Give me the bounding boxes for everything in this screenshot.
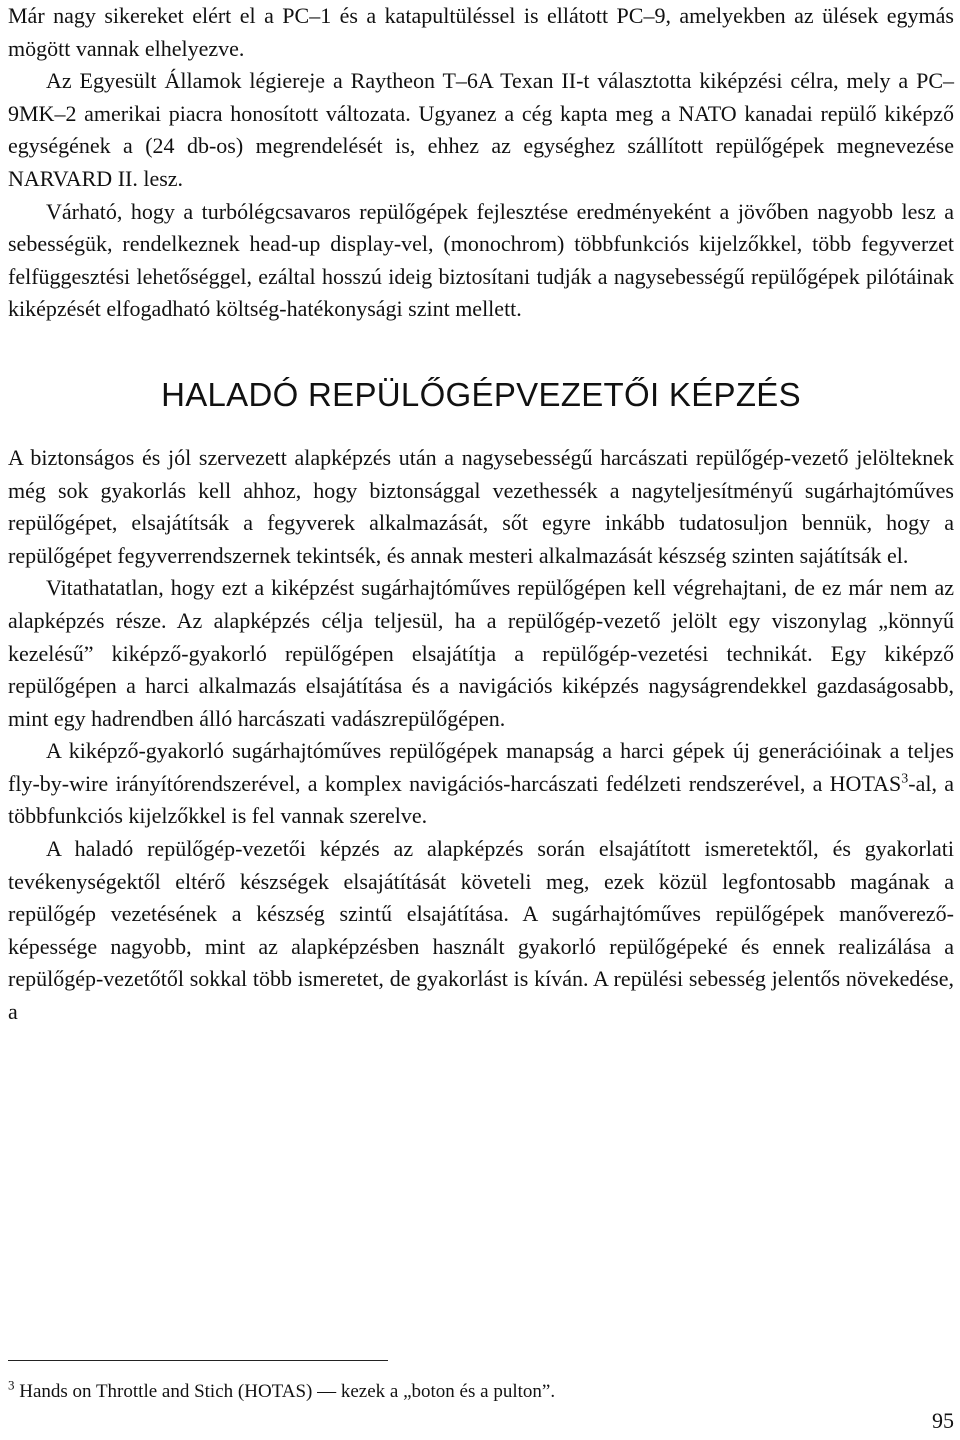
footnote-divider <box>8 1360 388 1361</box>
paragraph-advanced-intro: A biztonságos és jól szervezett alapképzés után a nagysebességű harcászati repülőgép-vezető jelölteknek még sok gyakorlás kell ahhoz, hogy biztonsággal vezethessék a nagyteljesítményű sugárhajtóműves repülőgépet, elsajátítsák a fegyverek alkalmazását, sőt egyre inkább tudatosuljon bennük, hogy a repülőgépet fegyverrendszernek tekintsék, és annak mesteri alkalmazását készség szinten sajátítsák el. <box>8 444 954 568</box>
hotas-text-before: A kiképző-gyakorló sugárhajtóműves repülőgépek manapság a harci gépek új generációinak a teljes fly-by-wire irányítórendszerével, a komplex navigációs-harcászati fedélzeti rendszerével, a HOTAS <box>8 738 954 796</box>
footnote-reference: 3 <box>901 771 909 787</box>
paragraph-hotas <box>8 735 954 833</box>
paragraph-advanced-skills: A haladó repülőgép-vezetői képzés az alapképzés során elsajátított ismeretektől, és gyakorlati tevékenységektől eltérő készségek elsajátítását követeli meg, ezek közül legfontosabb magának a repülőgép vezetésének a készség szintű elsajátítása. A sugárhajtóműves repülőgépek manőverező-képessége nagyobb, mint az alapképzésben használt gyakorló repülőgépeké és ennek realizálása a repülőgép-vezetőtől sokkal több ismeretet, de gyakorlást is kíván. A repülési sebesség jelentős növekedése, a <box>8 836 954 1025</box>
section-heading: HALADÓ REPÜLŐGÉPVEZETŐI KÉPZÉS <box>161 375 801 413</box>
document-page <box>8 0 954 1440</box>
paragraph-pc9: Már nagy sikereket elért el a PC–1 és a katapultüléssel is ellátott PC–9, amelyekben az ülések egymás mögött vannak elhelyezve. <box>8 3 954 61</box>
hotas-text-after: -al, a többfunkciós kijelzőkkel is fel vannak szerelve. <box>8 770 954 829</box>
footnote <box>8 1377 556 1404</box>
paragraph-texan: Az Egyesült Államok légiereje a Raytheon T–6A Texan II-t választotta kiképzési célra, mely a PC–9MK–2 amerikai piacra honosított változata. Ugyanez a cég kapta meg a NATO kanadai repülő kiképző egységének a (24 db-os) megrendelését is, ehhez az egységhez szállított repülőgépek megnevezése NARVARD II. lesz. <box>8 68 954 191</box>
footnote-mark: 3 <box>8 1377 15 1393</box>
paragraph-jet-training: Vitathatatlan, hogy ezt a kiképzést sugárhajtóműves repülőgépen kell végrehajtani, de ez már nem az alapképzés része. Az alapképzés célja teljesül, ha a repülőgép-vezető jelölt egy viszonylag „könnyű kezelésű” kiképző-gyakorló repülőgépen elsajátítja a repülőgép-vezetési technikát. Egy kiképző repülőgépen a harci alkalmazás elsajátítása és a navigációs kiképzés nagyságrendekkel gazdaságosabb, mint egy hadrendben álló harcászati vadászrepülőgépen. <box>8 575 954 731</box>
paragraph-turboprop-outlook: Várható, hogy a turbólégcsavaros repülőgépek fejlesztése eredményeként a jövőben nagyobb lesz a sebességük, rendelkeznek head-up display-vel, (monochrom) többfunkciós kijelzőkkel, több fegyverzet felfüggesztési lehetőséggel, ezáltal hosszú ideig biztosítani tudják a nagysebességű repülőgépek pilótáinak kiképzését elfogadható költség-hatékonysági szint mellett. <box>8 198 954 322</box>
footnote-text: Hands on Throttle and Stich (HOTAS) — kezek a „boton és a pulton”. <box>19 1381 556 1402</box>
page-number: 95 <box>932 1408 954 1433</box>
